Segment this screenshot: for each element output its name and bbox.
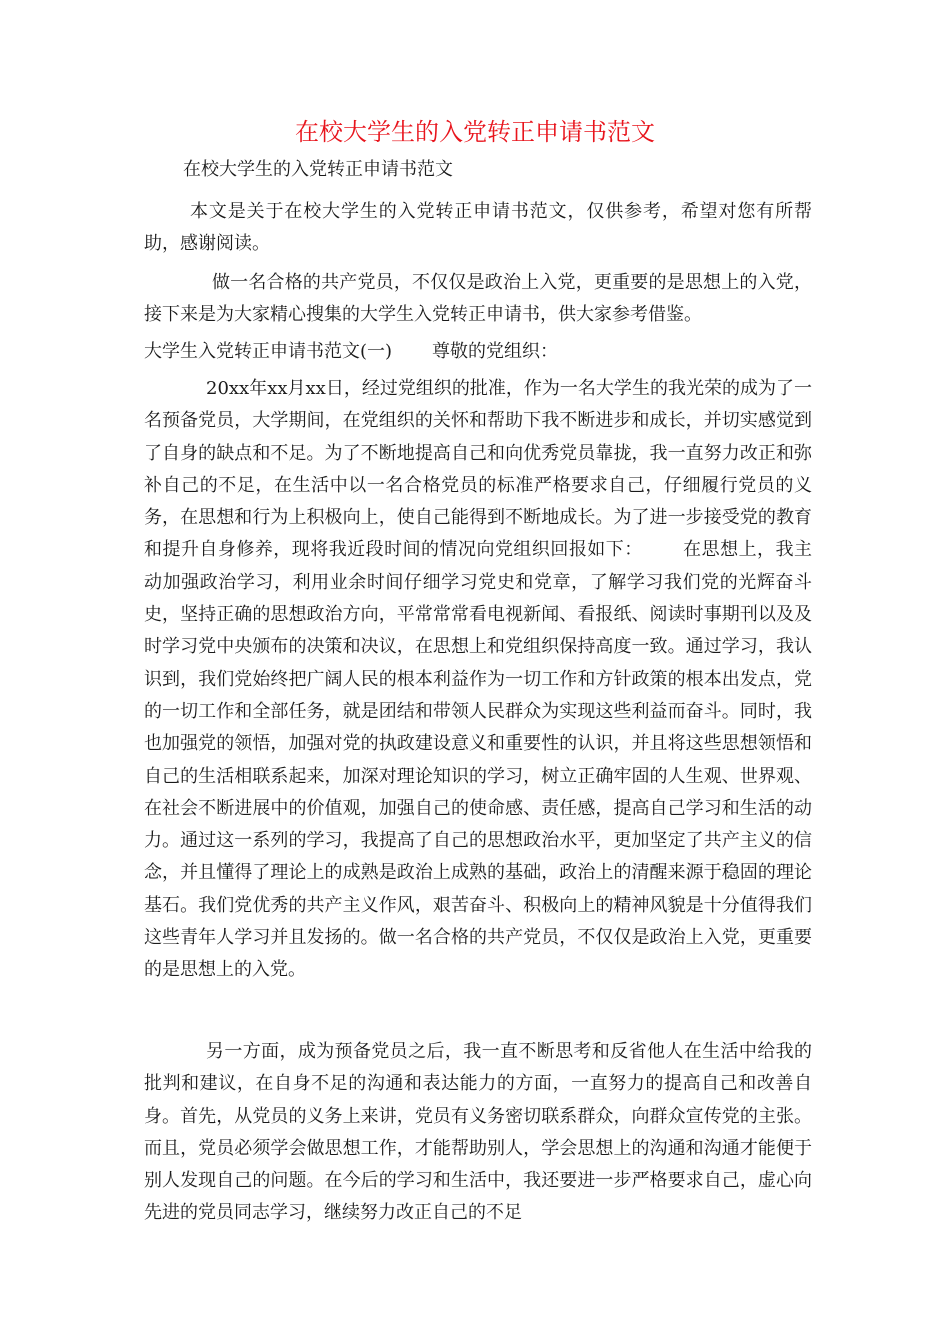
body-paragraph-1-part-1: 20xx年xx月xx日，经过党组织的批准，作为一名大学生的我光荣的成为了一名预备党员，大学期间，在党组织的关怀和帮助下我不断进步和成长，并切实感觉到了自身的缺点和不足。为了不断地提高自己和向优秀党员靠拢，我一直努力改正和弥补自己的不足，在生活中以一名合格党员的标准严格要求自己，仔细履行党员的义务，在思想和行为上积极向上，使自己能得到不断地成长。为了进一步接受党的教育和提升自身修养，现将我近段时间的情况向党组织回报如下：: [144, 378, 812, 561]
body-paragraph-1: [144, 373, 812, 987]
body-paragraph-1-part-2: 在思想上，我主动加强政治学习，利用业余时间仔细学习党史和党章，了解学习我们党的光辉奋斗史，坚持正确的思想政治方向，平常常常看电视新闻、看报纸、阅读时事期刊以及及时学习党中央颁布的决策和决议，在思想上和党组织保持高度一致。通过学习，我认识到，我们党始终把广阔人民的根本利益作为一切工作和方针政策的根本出发点，党的一切工作和全部任务，就是团结和带领人民群众为实现这些利益而奋斗。同时，我也加强党的领悟，加强对党的执政建设意义和重要性的认识，并且将这些思想领悟和自己的生活相联系起来，加深对理论知识的学习，树立正确牢固的人生观、世界观、在社会不断进展中的价值观，加强自己的使命感、责任感，提高自己学习和生活的动力。通过这一系列的学习，我提高了自己的思想政治水平，更加坚定了共产主义的信念，并且懂得了理论上的成熟是政治上成熟的基础，政治上的清醒来源于稳固的理论基石。我们党优秀的共产主义作风，艰苦奋斗、积极向上的精神风貌是十分值得我们这些青年人学习并且发扬的。做一名合格的共产党员，不仅仅是政治上入党，更重要的是思想上的入党。: [144, 539, 812, 981]
section-heading: 大学生入党转正申请书范文(一): [144, 341, 393, 362]
document-subtitle: 在校大学生的入党转正申请书范文: [183, 159, 453, 180]
document-title: 在校大学生的入党转正申请书范文: [295, 118, 655, 146]
intro-paragraph: 本文是关于在校大学生的入党转正申请书范文，仅供参考，希望对您有所帮助，感谢阅读。: [144, 201, 812, 254]
section-heading-line: [144, 336, 812, 368]
salutation: 尊敬的党组织：: [432, 341, 559, 362]
body-paragraph-2: 另一方面，成为预备党员之后，我一直不断思考和反省他人在生活中给我的批判和建议，在自身不足的沟通和表达能力的方面，一直努力的提高自己和改善自身。首先，从党员的义务上来讲，党员有义务密切联系群众，向群众宣传党的主张。而且，党员必须学会做思想工作，才能帮助别人，学会思想上的沟通和沟通才能便于别人发现自己的问题。在今后的学习和生活中，我还要进一步严格要求自己，虚心向先进的党员同志学习，继续努力改正自己的不足: [144, 1041, 812, 1224]
lead-paragraph: 做一名合格的共产党员，不仅仅是政治上入党，更重要的是思想上的入党，接下来是为大家精心搜集的大学生入党转正申请书，供大家参考借鉴。: [144, 272, 812, 325]
